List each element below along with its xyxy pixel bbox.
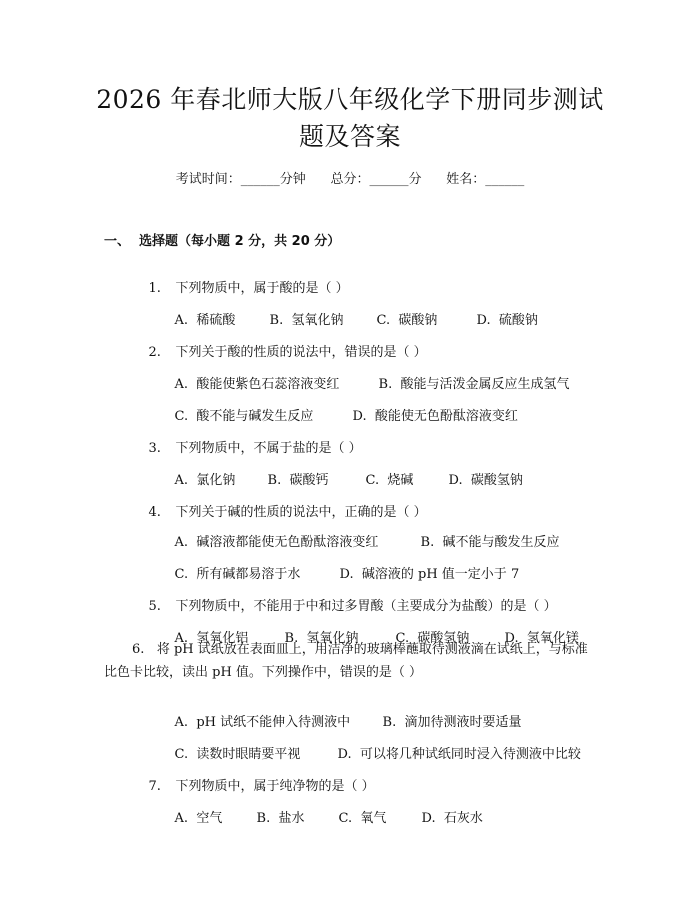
- option-d: D. 氢氧化镁: [504, 631, 579, 646]
- exam-meta-line: 考试时间：______分钟 总分：______分 姓名：______: [175, 172, 525, 187]
- question-number: 1.: [148, 281, 161, 296]
- question-text: 下列物质中，不属于盐的是（ ）: [175, 441, 362, 456]
- question-number: 6.: [132, 642, 145, 657]
- question-text: 下列关于碱的性质的说法中，正确的是（ ）: [175, 505, 427, 520]
- question-number: 2.: [148, 345, 161, 360]
- option-a: A. 酸能使紫色石蕊溶液变红: [174, 377, 340, 392]
- option-a: A. 稀硫酸: [174, 313, 236, 328]
- option-b: B. 滴加待测液时要适量: [382, 715, 522, 730]
- option-c: C. 碳酸氢钠: [395, 631, 470, 646]
- question-text: 下列物质中，不能用于中和过多胃酸（主要成分为盐酸）的是（ ）: [175, 599, 557, 614]
- question-7-options: [158, 792, 483, 841]
- question-text: 将 pH 试纸放在表面皿上，用洁净的玻璃棒蘸取待测液滴在试纸上，与标准比色卡比较，读出 pH 值。下列操作中，错误的是（ ）: [104, 642, 588, 680]
- option-b: B. 氢氧化钠: [269, 313, 344, 328]
- option-d: D. 碱溶液的 pH 值一定小于 7: [339, 567, 520, 582]
- option-c: C. 所有碱都易溶于水: [174, 567, 301, 582]
- option-b: B. 碳酸钙: [267, 473, 329, 488]
- option-d: D. 可以将几种试纸同时浸入待测液中比较: [337, 747, 581, 762]
- option-d: D. 酸能使无色酚酞溶液变红: [352, 409, 518, 424]
- option-b: B. 酸能与活泼金属反应生成氢气: [378, 377, 570, 392]
- option-a: A. 碱溶液都能使无色酚酞溶液变红: [174, 535, 379, 550]
- option-a: A. 氢氧化铝: [174, 631, 249, 646]
- option-a: A. 氯化钠: [174, 473, 236, 488]
- option-b: B. 碱不能与酸发生反应: [420, 535, 560, 550]
- option-a: A. pH 试纸不能伸入待测液中: [174, 715, 351, 730]
- document-title-line1: 2026 年春北师大版八年级化学下册同步测试: [96, 85, 604, 114]
- option-c: C. 烧碱: [365, 473, 414, 488]
- question-text: 下列物质中，属于纯净物的是（ ）: [175, 779, 375, 794]
- question-text: 下列物质中，属于酸的是（ ）: [175, 281, 349, 296]
- option-b: B. 盐水: [256, 811, 305, 826]
- section-heading: 一、 选择题（每小题 2 分，共 20 分）: [104, 234, 341, 249]
- option-c: C. 碳酸钠: [376, 313, 438, 328]
- question-number: 5.: [148, 599, 161, 614]
- option-b: B. 氢氧化钠: [284, 631, 359, 646]
- question-number: 7.: [148, 779, 161, 794]
- question-number: 4.: [148, 505, 161, 520]
- question-text: 下列关于酸的性质的说法中，错误的是（ ）: [175, 345, 427, 360]
- question-number: 3.: [148, 441, 161, 456]
- option-c: C. 读数时眼睛要平视: [174, 747, 301, 762]
- option-d: D. 硫酸钠: [476, 313, 538, 328]
- document-title-line2: 题及答案: [298, 122, 401, 151]
- option-c: C. 氧气: [338, 811, 387, 826]
- question-6: [104, 638, 599, 684]
- option-d: D. 碳酸氢钠: [448, 473, 523, 488]
- option-c: C. 酸不能与碱发生反应: [174, 409, 314, 424]
- option-d: D. 石灰水: [421, 811, 483, 826]
- option-a: A. 空气: [174, 811, 223, 826]
